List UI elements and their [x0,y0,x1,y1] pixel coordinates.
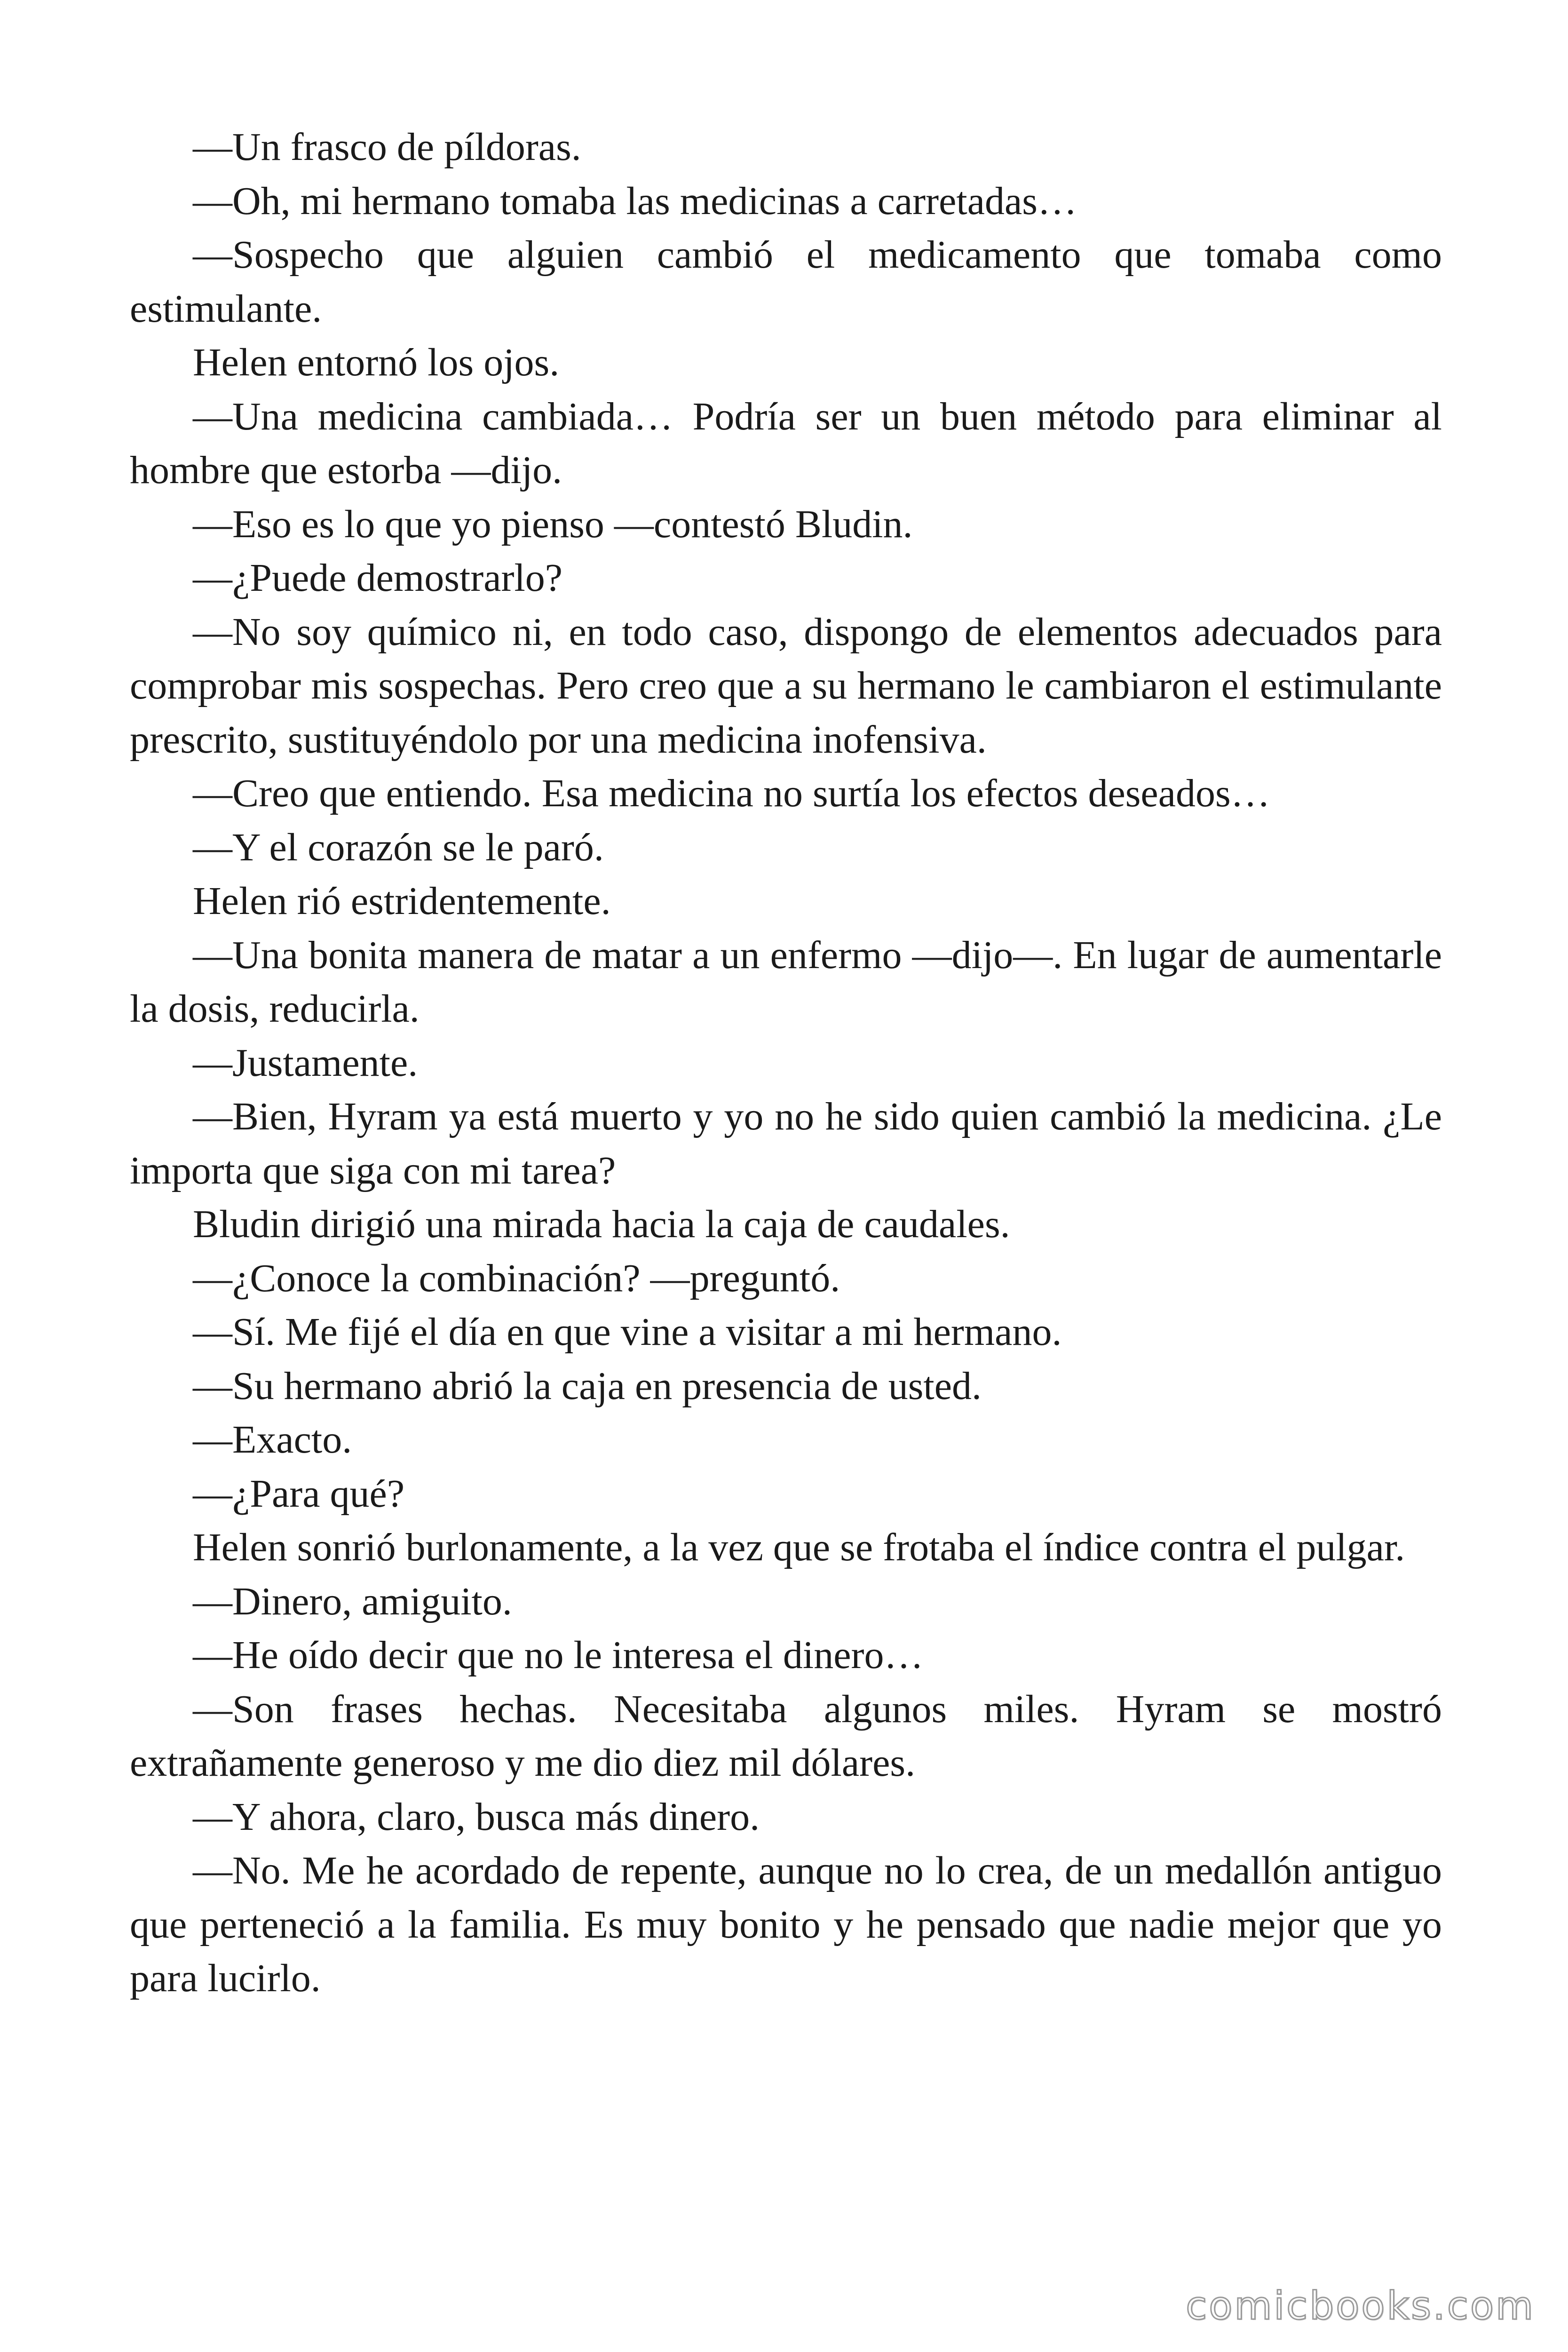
watermark: comicbooks.com [1186,2284,1535,2328]
paragraph: —No. Me he acordado de repente, aunque no lo crea, de un medallón antiguo que perteneció a la familia. Es muy bonito y he pensado que nadie mejor que yo para lucirlo. [130,1849,1442,2000]
body-text [130,120,1442,2006]
paragraph: —Una medicina cambiada… Podría ser un buen método para eliminar al hombre que estorba —dijo. [130,394,1442,492]
paragraph: —Son frases hechas. Necesitaba algunos miles. Hyram se mostró extrañamente generoso y me dio diez mil dólares. [130,1687,1442,1785]
paragraph: —Sospecho que alguien cambió el medicamento que tomaba como estimulante. [130,233,1442,331]
paragraph: —Creo que entiendo. Esa medicina no surtía los efectos deseados… [193,771,1270,815]
paragraph: —Su hermano abrió la caja en presencia de usted. [193,1364,982,1408]
paragraph: —Eso es lo que yo pienso —contestó Bludin. [193,502,913,546]
paragraph: —Bien, Hyram ya está muerto y yo no he sido quien cambió la medicina. ¿Le importa que siga con mi tarea? [130,1095,1442,1192]
paragraph: Bludin dirigió una mirada hacia la caja de caudales. [193,1202,1010,1246]
paragraph: —¿Puede demostrarlo? [193,556,563,600]
paragraph: —Un frasco de píldoras. [193,125,581,169]
paragraph: —¿Conoce la combinación? —preguntó. [193,1256,840,1300]
paragraph: —¿Para qué? [193,1471,405,1516]
paragraph: —Oh, mi hermano tomaba las medicinas a carretadas… [193,179,1077,223]
paragraph: —Y el corazón se le paró. [193,825,604,869]
paragraph: Helen sonrió burlonamente, a la vez que se frotaba el índice contra el pulgar. [193,1526,1405,1569]
paragraph: —Y ahora, claro, busca más dinero. [193,1795,760,1839]
paragraph: —Una bonita manera de matar a un enfermo —dijo—. En lugar de aumentarle la dosis, reducirla. [130,933,1442,1031]
paragraph: —Exacto. [193,1418,352,1462]
paragraph: —No soy químico ni, en todo caso, dispongo de elementos adecuados para comprobar mis sospechas. Pero creo que a su hermano le cambiaron el estimulante prescrito, sustituyéndolo por una medicina inofensiva. [130,610,1442,762]
paragraph: —Dinero, amiguito. [193,1579,512,1623]
paragraph: —Sí. Me fijé el día en que vine a visitar a mi hermano. [193,1310,1062,1354]
paragraph: Helen rió estridentemente. [193,879,611,923]
paragraph: Helen entornó los ojos. [193,341,560,384]
paragraph: —He oído decir que no le interesa el dinero… [193,1633,924,1677]
paragraph: —Justamente. [193,1041,418,1085]
